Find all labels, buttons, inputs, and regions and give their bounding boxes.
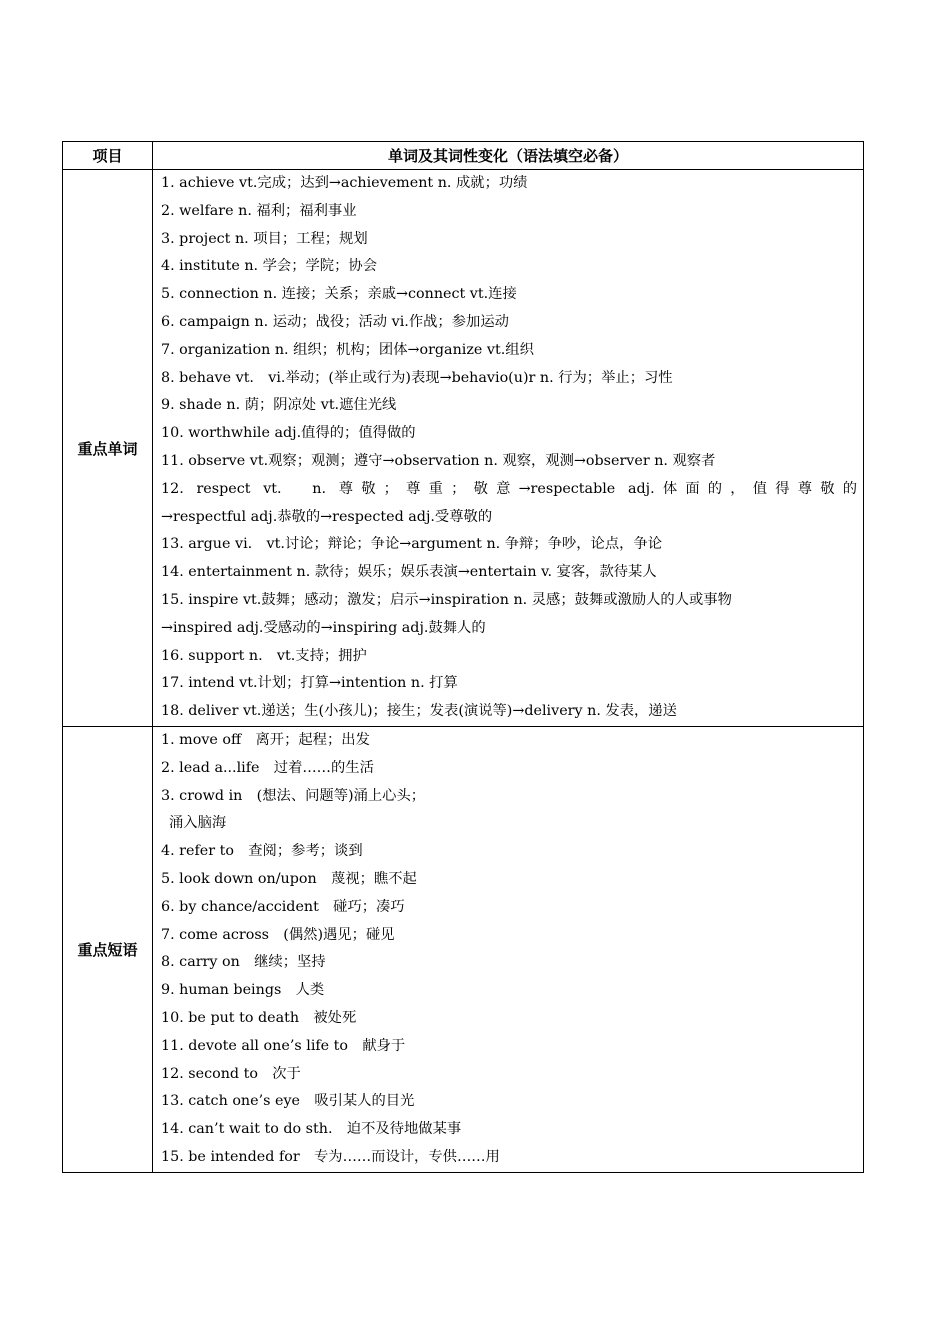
list-item: 1. achieve vt.完成；达到→achievement n. 成就；功绩 <box>161 175 528 191</box>
list-item: 4. refer to 查阅；参考；谈到 <box>161 843 363 860</box>
list-item: 9. shade n. 荫；阴凉处 vt.遮住光线 <box>161 397 397 414</box>
list-item: 3. crowd in (想法、问题等)涌上心头； <box>161 787 426 804</box>
category-key-words: 重点单词 <box>63 170 153 727</box>
header-content: 单词及其词性变化（语法填空必备） <box>153 142 864 170</box>
list-item: 18. deliver vt.递送；生(小孩儿)；接生；发表(演说等)→delivery n. 发表，递送 <box>161 703 677 720</box>
list-item: 5. look down on/upon 蔑视；瞧不起 <box>161 870 417 887</box>
header-item: 项目 <box>63 142 153 170</box>
list-item: 7. organization n. 组织；机构；团体→organize vt.组织 <box>161 341 534 358</box>
list-item: 2. lead a...life 过着……的生活 <box>161 759 374 776</box>
list-item: 11. observe vt.观察；观测；遵守→observation n. 观察，观测→observer n. 观察者 <box>161 452 716 469</box>
list-item: 2. welfare n. 福利；福利事业 <box>161 202 357 219</box>
list-item: 3. project n. 项目；工程；规划 <box>161 230 368 247</box>
list-item: 8. behave vt. vi.举动；(举止或行为)表现→behavio(u)r n. 行为；举止；习性 <box>161 369 673 386</box>
list-item: 12. second to 次于 <box>161 1065 301 1082</box>
table-row-key-phrases <box>63 727 864 1173</box>
list-item-continuation: →respectful adj.恭敬的→respected adj.受尊敬的 <box>161 508 493 525</box>
list-item: 15. be intended for 专为……而设计，专供……用 <box>161 1148 500 1165</box>
list-item: 4. institute n. 学会；学院；协会 <box>161 258 377 275</box>
category-key-phrases: 重点短语 <box>63 727 153 1173</box>
list-item: 11. devote all one’s life to 献身于 <box>161 1037 406 1054</box>
list-item: 7. come across (偶然)遇见；碰见 <box>161 926 395 943</box>
list-item: 6. campaign n. 运动；战役；活动 vi.作战；参加运动 <box>161 313 509 330</box>
list-item: 13. catch one’s eye 吸引某人的目光 <box>161 1093 415 1110</box>
list-item: 5. connection n. 连接；关系；亲戚→connect vt.连接 <box>161 286 517 303</box>
list-item: 13. argue vi. vt.讨论；辩论；争论→argument n. 争辩；争吵，论点，争论 <box>161 536 663 553</box>
list-item: 6. by chance/accident 碰巧；凑巧 <box>161 898 405 915</box>
list-item: 9. human beings 人类 <box>161 982 325 999</box>
list-item: 10. worthwhile adj.值得的；值得做的 <box>161 425 416 442</box>
key-phrases-list <box>153 727 864 1173</box>
list-item: 16. support n. vt.支持；拥护 <box>161 647 367 664</box>
list-item: 14. can’t wait to do sth. 迫不及待地做某事 <box>161 1121 462 1138</box>
list-item: 8. carry on 继续；坚持 <box>161 954 326 971</box>
table-header-row <box>63 142 864 170</box>
list-item-continuation: 涌入脑海 <box>169 815 227 832</box>
list-item: 14. entertainment n. 款待；娱乐；娱乐表演→entertain v. 宴客，款待某人 <box>161 564 657 581</box>
list-item: 12. respect vt. n. 尊敬；尊重；敬意→respectable adj.体面的，值得尊敬的 <box>161 480 857 497</box>
list-item: 1. move off 离开；起程；出发 <box>161 732 370 748</box>
table-row-key-words <box>63 170 864 727</box>
list-item-continuation: →inspired adj.受感动的→inspiring adj.鼓舞人的 <box>161 619 486 636</box>
list-item: 10. be put to death 被处死 <box>161 1009 357 1026</box>
list-item: 17. intend vt.计划；打算→intention n. 打算 <box>161 675 458 692</box>
vocabulary-table <box>62 141 864 1173</box>
key-words-list <box>153 170 864 727</box>
list-item: 15. inspire vt.鼓舞；感动；激发；启示→inspiration n. 灵感；鼓舞或激励人的人或事物 <box>161 591 732 608</box>
